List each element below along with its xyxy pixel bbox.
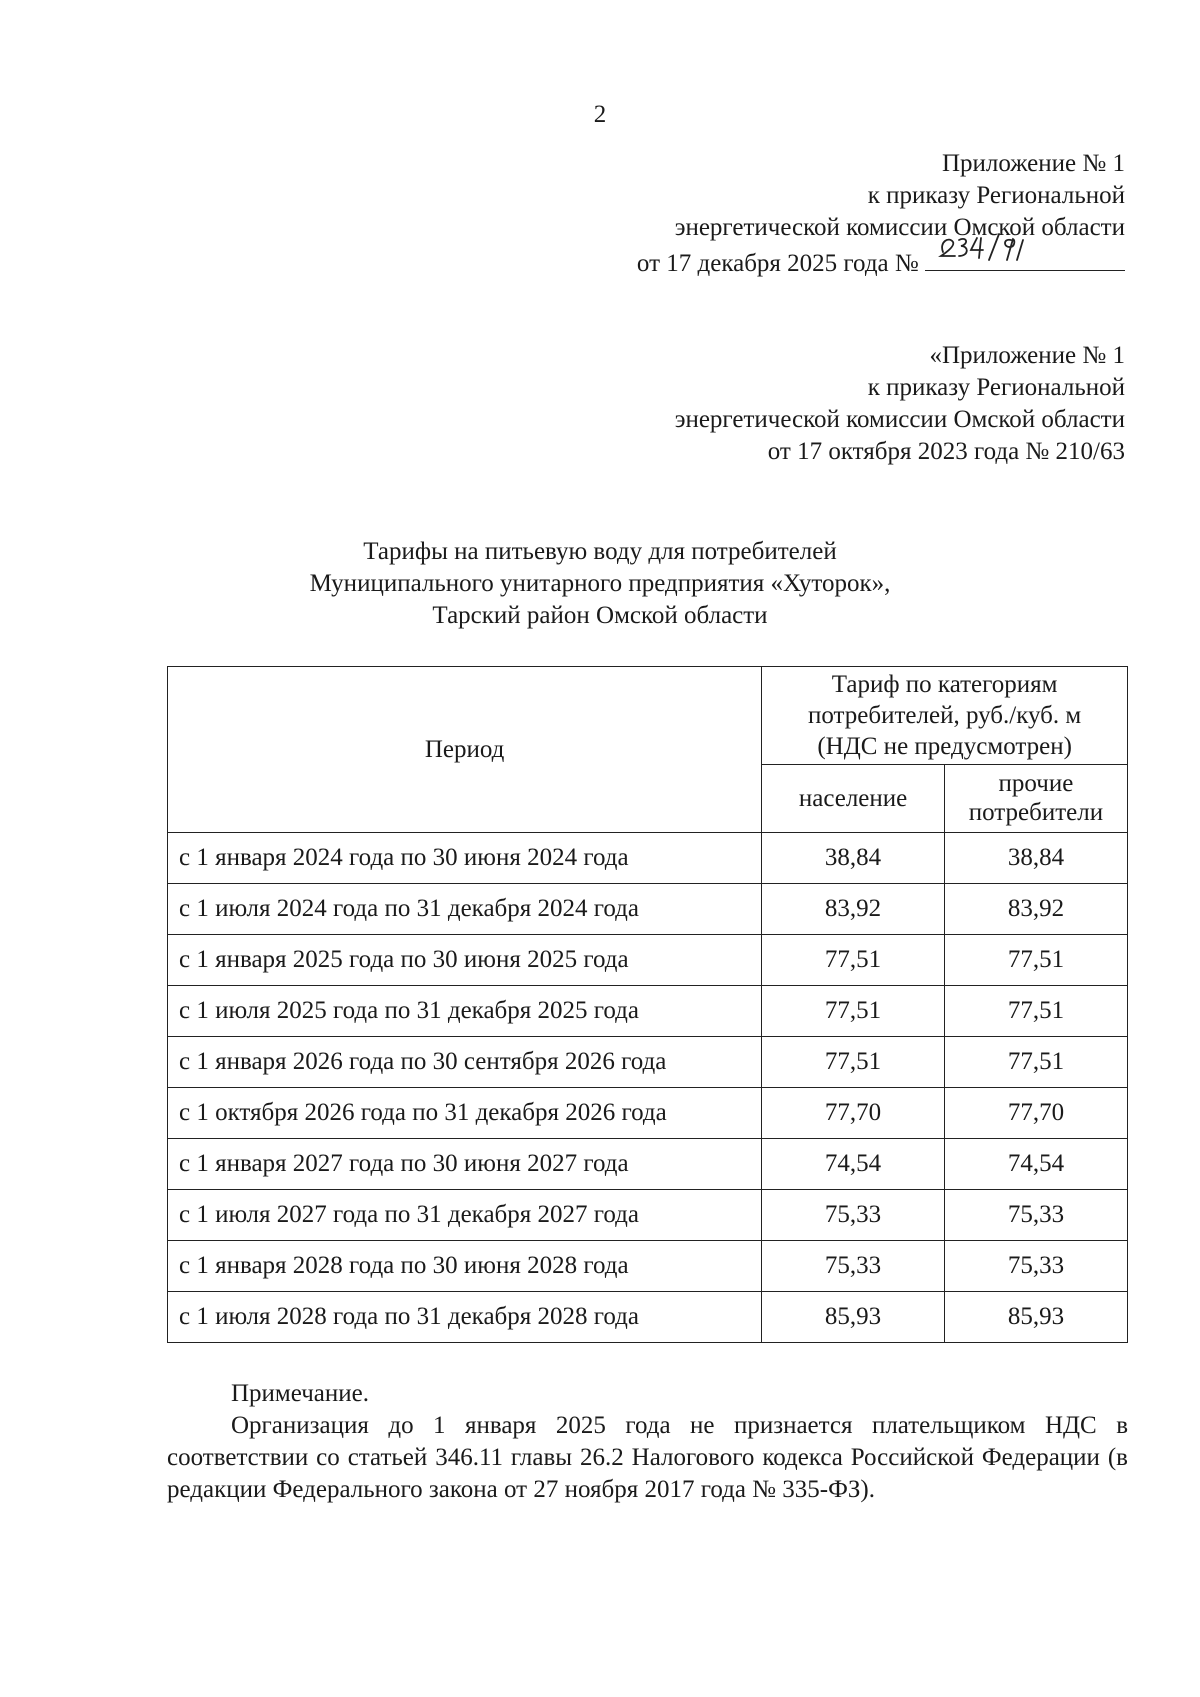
- row-period: с 1 января 2025 года по 30 июня 2025 года: [168, 935, 762, 986]
- tariff-table: [167, 666, 1128, 1343]
- row-others-value: 77,70: [944, 1088, 1127, 1139]
- row-others-value: 75,33: [944, 1190, 1127, 1241]
- appendix-to-order: к приказу Региональной: [867, 182, 1125, 209]
- note-block: [167, 1378, 1128, 1506]
- row-period: с 1 июля 2027 года по 31 декабря 2027 года: [168, 1190, 762, 1241]
- title-line-2: Муниципального унитарного предприятия «Хуторок»,: [309, 570, 891, 597]
- row-others-value: 77,51: [944, 935, 1127, 986]
- table-row: [168, 833, 1128, 884]
- row-period: с 1 июля 2024 года по 31 декабря 2024 года: [168, 884, 762, 935]
- table-row: [168, 986, 1128, 1037]
- original-appendix-title: «Приложение № 1: [929, 342, 1125, 369]
- row-others-value: 77,51: [944, 986, 1127, 1037]
- order-number-field: [925, 244, 1125, 271]
- row-others-value: 77,51: [944, 1037, 1127, 1088]
- appendix-date-line: [637, 244, 1125, 280]
- row-others-value: 75,33: [944, 1241, 1127, 1292]
- row-population-value: 75,33: [762, 1190, 945, 1241]
- row-population-value: 77,51: [762, 935, 945, 986]
- original-appendix-to-order: к приказу Региональной: [867, 374, 1125, 401]
- title-line-3: Тарский район Омской области: [432, 602, 768, 629]
- header-period: Период: [168, 667, 762, 833]
- table-row: [168, 884, 1128, 935]
- table-row: [168, 1088, 1128, 1139]
- appendix-current-block: [637, 148, 1125, 280]
- page-number: 2: [593, 101, 607, 128]
- header-tariff: [762, 667, 1128, 765]
- note-text: Организация до 1 января 2025 года не признается плательщиком НДС в соответствии со статьей 346.11 главы 26.2 Налогового кодекса Российской Федерации (в редакции Федерального закона от 27 ноября 2017 года № 335-ФЗ).: [167, 1412, 1128, 1503]
- table-row: [168, 1241, 1128, 1292]
- row-period: с 1 января 2027 года по 30 июня 2027 года: [168, 1139, 762, 1190]
- row-population-value: 77,51: [762, 1037, 945, 1088]
- header-population: население: [762, 764, 945, 832]
- table-row: [168, 1139, 1128, 1190]
- row-period: с 1 июля 2025 года по 31 декабря 2025 года: [168, 986, 762, 1037]
- appendix-title: Приложение № 1: [941, 150, 1125, 177]
- original-appendix-date: от 17 октября 2023 года № 210/63: [767, 438, 1125, 465]
- row-population-value: 38,84: [762, 833, 945, 884]
- header-others: [944, 764, 1127, 832]
- row-period: с 1 октября 2026 года по 31 декабря 2026 года: [168, 1088, 762, 1139]
- row-others-value: 83,92: [944, 884, 1127, 935]
- row-others-value: 38,84: [944, 833, 1127, 884]
- row-period: с 1 июля 2028 года по 31 декабря 2028 года: [168, 1292, 762, 1343]
- row-population-value: 75,33: [762, 1241, 945, 1292]
- header-others-line-1: прочие: [998, 770, 1074, 798]
- original-appendix-commission: энергетической комиссии Омской области: [674, 406, 1125, 433]
- row-period: с 1 января 2026 года по 30 сентября 2026 года: [168, 1037, 762, 1088]
- row-period: с 1 января 2028 года по 30 июня 2028 года: [168, 1241, 762, 1292]
- appendix-original-block: [675, 340, 1125, 468]
- appendix-commission: энергетической комиссии Омской области: [674, 214, 1125, 241]
- header-tariff-line-3: (НДС не предусмотрен): [817, 732, 1072, 760]
- document-title: [0, 536, 1200, 632]
- table-row: [168, 1037, 1128, 1088]
- title-line-1: Тарифы на питьевую воду для потребителей: [363, 538, 837, 565]
- header-others-line-2: потребители: [968, 799, 1104, 827]
- row-others-value: 85,93: [944, 1292, 1127, 1343]
- row-population-value: 85,93: [762, 1292, 945, 1343]
- row-population-value: 83,92: [762, 884, 945, 935]
- row-period: с 1 января 2024 года по 30 июня 2024 года: [168, 833, 762, 884]
- row-population-value: 77,70: [762, 1088, 945, 1139]
- row-others-value: 74,54: [944, 1139, 1127, 1190]
- handwritten-order-number: [933, 230, 1053, 264]
- appendix-date: от 17 декабря 2025 года №: [636, 250, 919, 277]
- header-tariff-line-2: потребителей, руб./куб. м: [808, 701, 1082, 729]
- header-tariff-line-1: Тариф по категориям: [831, 670, 1058, 698]
- table-row: [168, 1292, 1128, 1343]
- row-population-value: 74,54: [762, 1139, 945, 1190]
- row-population-value: 77,51: [762, 986, 945, 1037]
- note-title: Примечание.: [231, 1380, 370, 1407]
- table-row: [168, 935, 1128, 986]
- table-row: [168, 1190, 1128, 1241]
